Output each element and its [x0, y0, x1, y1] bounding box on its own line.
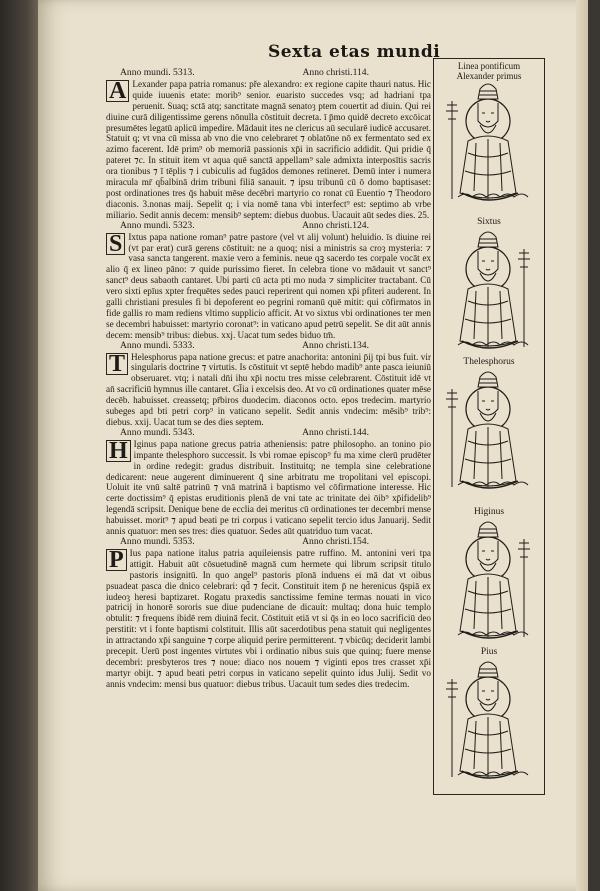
pope-figure-icon — [438, 659, 540, 789]
chronicle-entry — [106, 79, 431, 221]
text-line: nibus suis que quinq; fuere mense decembri: presbyteros tres ⁊ noue: diaco — [106, 646, 432, 667]
text-line: numera miracula mr̄ qb̄albinā drim tribuni filiā sanauit. ⁊ ipsu tribunū cū ō — [106, 166, 432, 188]
pope-lineage-column — [433, 58, 545, 795]
anno-mundi: Anno mundi. 5343. — [120, 426, 195, 438]
text-line: tione vo mādauit vt sanct⁹ sanct⁹ deus sabaoth cantaret. Ubi parti cū acta pti — [106, 264, 431, 286]
text-line: deo. At vo cū ordinationes quater mēse decēb. habuisset. creassetq; pr̄biros — [106, 384, 432, 406]
pope-woodcut — [438, 369, 540, 503]
text-line: celebrarent. Cōstituit idē vt an̄ sacrificiū hymnus ille cantaret. Gl̄ia i excelsis — [106, 373, 432, 395]
text-line: diuine rei (vt par erat) curā gerens cōstituit: ne a quoq; nisi a ministris sa — [128, 231, 432, 253]
initial-capital: S — [106, 233, 125, 255]
pope-woodcut — [438, 229, 540, 363]
text-line: dit aūt annis decem: mensib⁹ tribus: diebus. xxj. Uacat tum sedes biduo tm̄. — [106, 318, 431, 340]
initial-capital: P — [106, 549, 127, 571]
anno-mundi: Anno mundi. 5353. — [120, 535, 195, 547]
text-line: ad diuin. Qui rei diuine curā diligentissime gerens nōnulla cōstituit decreta. ī — [106, 100, 432, 122]
pope-name-label: Alexander primus — [456, 71, 522, 81]
lineage-title — [434, 61, 544, 81]
text-line: Ixtus papa natione roman⁹ patre pastore (vel vt alij volunt) heluidio. īs — [128, 231, 393, 242]
text-line: vel cōfirmatione interesse. Hic certe doctissim⁹ q̄ epistas eruditionis plenā de vni — [106, 482, 431, 504]
text-line: ne clericus aū secularē iudicē accusaret. Statuit q; vt vna cū missa ab vno die — [106, 122, 432, 144]
text-line: vno celebraret ⁊ oblatōne nō ex fermentato sed ex azimo facerent. Idē prim⁹ — [106, 133, 432, 155]
text-line: negligentes in attractando xp̄i sanguine ⁊ corpe aliquid perire permitterent. ⁊ — [106, 624, 431, 646]
year-line — [106, 428, 431, 439]
anno-christi: Anno christi.134. — [302, 339, 369, 351]
text-line: tana vbi interfect⁹ est: septimo ab vrbe miliario. Sedit annis decem: mensib⁹ — [106, 198, 432, 220]
text-line: Iginus papa natione grecus patria atheniensis: patre philosopho. an — [133, 438, 389, 449]
text-line: Cōstituit etiā vt si q̄s in eo loco sacrificiū deo perstitit: vt i fonte baptismi colstituit. Illis aūt sacerdotibus pena statuit qui — [106, 613, 432, 635]
anno-christi: Anno christi.144. — [302, 426, 369, 438]
text-line: ronat cū Euentio ⁊ Theodoro diaconis. 3.nonas maij. Sepelit q; i via nomē — [106, 187, 431, 209]
chronicle-entry — [106, 232, 431, 341]
text-line: tes corpale vocāt ex alio q̄ ex lineo pāno: ⁊ quide purissimo fieret. In celebra — [106, 253, 431, 275]
anno-mundi: Anno mundi. 5313. — [120, 67, 195, 78]
pope-figure-icon — [438, 369, 540, 499]
text-line: bi depoferent eo pegrini romanū quē mitit: qui cōfirmatos in fide gallis ro — [106, 297, 432, 318]
pope-woodcut — [438, 659, 540, 793]
text-line: madib⁹ ante pasca ieiuniū obseruaret. vtq; i natali dn̄i ihu xp̄i noctu tres misse — [131, 362, 432, 384]
text-line: duodecim. diaconos octo. epos tredecim. martyrio subeges apd bti petri corp⁹ in — [106, 395, 431, 417]
text-line: Helesphorus papa natione grecus: et patre anachorita: antonini p̄ij tpi — [131, 351, 386, 362]
text-line: Ius papa natione italus patria aquileiensis patre ruffino. M. antonini — [129, 547, 397, 558]
text-line: p̄mo quidē decreto excōicat presumētes legatū aplicū impedire. Mādauit ites — [106, 111, 431, 133]
text-line: se decembri habuisset: martyrio coronat⁹: in vaticano apud petrū sepelit. Se — [106, 318, 384, 329]
text-line: nos nouem ⁊ viginti epos tres crasset xp̄i martyr obijt. ⁊ apud beati petri — [106, 656, 432, 678]
anno-mundi: Anno mundi. 5333. — [120, 339, 195, 351]
text-line: bus quatuor: diebus tribus. Uacauit tum sedes dies tredecim. — [188, 678, 410, 689]
text-line: septem: diebus duobus. Uacauit aūt sedes dies. 25. — [243, 209, 430, 220]
text-line: ob memoriā passionis xp̄i in sacrificio addidit. Qui pridie q̄ pateret ⁊c. In — [106, 144, 432, 166]
text-line: corpus in vaticano sepelit quinto idus Julij. Sedit vo annis vndecim: mensi — [106, 667, 431, 689]
year-line — [106, 68, 431, 79]
text-line: femine termas nouati in vico patricij in honorē sororis sue diue pudenciane de — [106, 591, 432, 613]
lineage-heading: Linea pontificum — [457, 61, 521, 71]
text-line: bus fuit. vir singularis doctrine ⁊ virtutis. Is cōstituit vt septē hebdo — [131, 351, 432, 373]
year-line — [106, 221, 431, 232]
pope-name-label: Sixtus — [477, 217, 501, 227]
page-edge — [576, 0, 588, 891]
year-line — [106, 341, 431, 352]
pope-woodcut — [438, 519, 540, 653]
text-line: tropolitani vel episcopi. Uoluit ite vnū saltē patrinū ⁊ vnā matrinā i baptismo — [106, 471, 431, 493]
initial-capital: H — [106, 440, 131, 462]
text-line: des dies septem. — [203, 417, 264, 427]
year-line — [106, 537, 431, 548]
pope-name-label: Higinus — [473, 507, 505, 517]
pope-woodcut — [438, 81, 540, 215]
text-line: sine celebratione dedicarent: neue augerent diminuerent q̄ sine arbitratu me — [106, 460, 432, 482]
chronicle-entry — [106, 548, 431, 690]
text-line: Lexander papa patria romanus: pře alexandro: ex regione capite thauri — [132, 78, 392, 89]
text-line: croȝ mysteria: ⁊ vasa sancta tangerent. maxie vero a feminis. neue qꝫ sacerdo — [128, 242, 432, 264]
anno-christi: Anno christi.154. — [302, 535, 369, 547]
chronicle-entry — [106, 439, 431, 537]
anno-christi: Anno christi.114. — [302, 67, 369, 78]
initial-capital: A — [106, 80, 129, 102]
text-line: dat vt oibus psuadeat pasca die dnico celebrari: qd̄ ⁊ fecit. Constituit item p̄ — [106, 569, 432, 591]
pope-figure-icon — [438, 519, 540, 649]
text-line: ne herenicus q̄spiā ex iudeoȝ heresi baptizaret. Rogatu praxedis sanctissime — [106, 580, 432, 602]
text-line: vbicūq; deciderit lambi precepit. Uerū post ingentes virtutes vbi i ordinatio — [106, 635, 431, 657]
pope-figure-icon — [438, 229, 540, 359]
text-line: mo nuda ⁊ simpliciter tractabant. Cū vero sixti epīus xpter frequētes sedes — [106, 275, 431, 297]
text-line: tonino pio impante thelesphoro successit. Is vbi romae episcop⁹ fu ma — [133, 438, 431, 460]
text-line: stituit item vt aqua quē sanctā appellam⁹ sale admixta interposītis sacris ora — [106, 155, 432, 177]
anno-christi: Anno christi.124. — [302, 219, 369, 231]
chronicle-entry — [106, 352, 431, 428]
chronicle-text-column — [106, 68, 431, 690]
text-line: xime clerū prudēter in ordine redegit: gradus distribuit. Instituitq; ne templa — [133, 449, 432, 471]
anno-mundi: Anno mundi. 5323. — [120, 219, 195, 231]
pope-name-label: Pius — [480, 647, 498, 657]
page-title: Sexta etas mundi — [268, 42, 441, 62]
text-line: pauci reperirent qui nomen xp̄i pfiteri auderent. In galli christiani presules fi — [106, 286, 431, 308]
text-line: hadriani tpa peruenit. Suaq; sctā atq; sanctitate magnā senatoȝ ptem couertit — [132, 89, 432, 111]
text-line: dicauit: multaq; dona huic templo obtulit: ⁊ frequens ibidē rem diuinā fecit. — [106, 602, 431, 624]
text-line: domo baptisaset: post ordinationes tres q̄s habuit mēse decēbri martyrio co — [106, 177, 432, 198]
pope-figure-icon — [438, 81, 540, 211]
text-line: vaticano sepelit. Sedit annis vndecim: mēsib⁹ trib⁹: diebus. xxij. Uacat tum se — [106, 406, 432, 427]
text-line: tate ac trinitate dei ōib⁹ xp̄ifidelib⁹ legendā scripsit. Denique bene de ecclia dei — [106, 493, 431, 515]
pope-name-label: Thelesphorus — [463, 357, 515, 367]
book-gutter — [0, 0, 38, 891]
text-line: tri corpus i vaticano sepelit tercio idus Januarij. Sedit annis quatuor: men — [106, 515, 431, 537]
text-line: meritus cū ordinationes ter decembri mense habuisset. morit⁹ ⁊ apud beati pe — [106, 504, 431, 526]
text-line: tionibus ⁊ ī tēplis ⁊ i cubiculis ad fugādos demones retineret. Demū inter i — [120, 166, 401, 177]
text-line: mam rediens vltimo supplicio afficit. At vo sixtus vbi ordinationes ter men — [155, 307, 431, 318]
text-line: veri tpa attigit. Habuit aūt cōsuetudinē magnā cum hermete qui librum — [129, 547, 432, 569]
text-line: scripsit titulo pastoris insignitū. In quo angel⁹ pastoris pīonā induens ei mā — [129, 558, 432, 580]
initial-capital: T — [106, 353, 128, 375]
text-line: natus. Hic quide iuuenis etate: morib⁹ senior. euaristo succedes vsq; ad — [132, 78, 431, 100]
text-line: ses tres: dies quatuor. Sedes aūt quatriduo tum vacat. — [178, 526, 373, 537]
